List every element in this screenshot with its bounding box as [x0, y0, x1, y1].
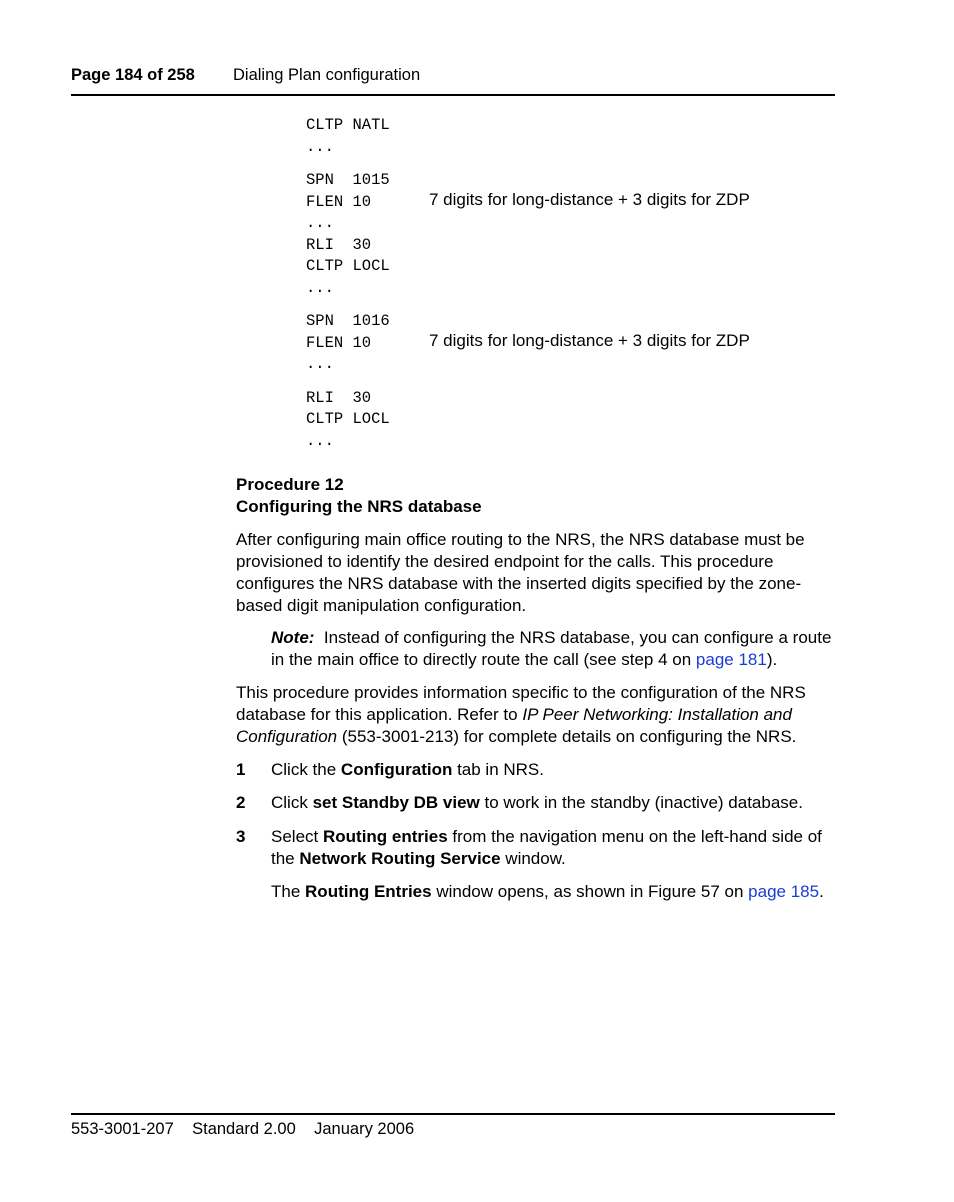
chapter-title: Dialing Plan configuration — [233, 66, 421, 84]
code-comment: 7 digits for long-distance + 3 digits for ZDP — [429, 190, 750, 209]
step-number: 2 — [236, 793, 246, 812]
code-comment: 7 digits for long-distance + 3 digits for ZDP — [429, 331, 750, 350]
info-text: This procedure provides information specific to the configuration of the NRS database for this application. Refer to — [236, 683, 806, 724]
standby-db-view-label: set Standby DB view — [312, 793, 480, 812]
step-result: The Routing Entries window opens, as shown in Figure 57 on page 185. — [271, 882, 824, 901]
info-text-end: (553-3001-213) for complete details on configuring the NRS. — [337, 727, 797, 746]
intro-paragraph: After configuring main office routing to the NRS, the NRS database must be provisioned to identify the desired endpoint for the calls. This procedure configures the NRS database with the inserted digits specified by the zone-based digit manipulation configuration. — [236, 530, 805, 615]
note-text-end: ). — [766, 650, 778, 669]
note-label: Note: — [271, 628, 315, 647]
step-text: Click the Configuration tab in NRS. — [271, 760, 544, 779]
page-181-link[interactable]: page 181 — [695, 650, 767, 669]
page-number: Page 184 of 258 — [71, 66, 195, 84]
referenced-document-title: IP Peer Networking: Installation and Configuration — [236, 705, 792, 746]
page-header — [71, 66, 835, 96]
note-text: Instead of configuring the NRS database, you can configure a route in the main office to directly route the call (see step 4 on — [271, 628, 832, 669]
code-line: FLEN 10 — [306, 334, 372, 352]
publication-date: January 2006 — [314, 1120, 415, 1138]
step-number: 1 — [236, 760, 246, 779]
procedure-title: Configuring the NRS database — [236, 497, 482, 516]
page-185-link[interactable]: page 185 — [748, 882, 820, 901]
step-text: Click set Standby DB view to work in the standby (inactive) database. — [271, 793, 803, 812]
code-line: SPN 1015 — [306, 171, 390, 189]
code-line: ... — [306, 138, 334, 156]
document-number: 553-3001-207 — [71, 1120, 174, 1138]
code-line: ... — [306, 279, 334, 297]
configuration-tab-label: Configuration — [340, 760, 453, 779]
step-number: 3 — [236, 827, 246, 846]
note-paragraph — [271, 627, 841, 671]
code-line: SPN 1016 — [306, 312, 390, 330]
procedure-number: Procedure 12 — [236, 475, 344, 494]
routing-entries-window-label: Routing Entries — [305, 882, 432, 901]
code-line: RLI 30 — [306, 236, 372, 254]
code-line: CLTP LOCL — [306, 257, 390, 275]
network-routing-service-label: Network Routing Service — [299, 849, 501, 868]
code-line: FLEN 10 — [306, 193, 372, 211]
page-footer — [71, 1113, 835, 1139]
code-line: ... — [306, 214, 334, 232]
code-line: CLTP LOCL — [306, 410, 390, 428]
code-line: ... — [306, 432, 334, 450]
routing-entries-label: Routing entries — [322, 827, 448, 846]
standard-version: Standard 2.00 — [192, 1120, 296, 1138]
step-text: Select Routing entries from the navigation menu on the left-hand side of the Network Routing Service window. — [271, 827, 822, 868]
code-line: RLI 30 — [306, 389, 372, 407]
info-paragraph — [236, 682, 834, 748]
code-line: CLTP NATL — [306, 116, 390, 134]
code-line: ... — [306, 355, 334, 373]
